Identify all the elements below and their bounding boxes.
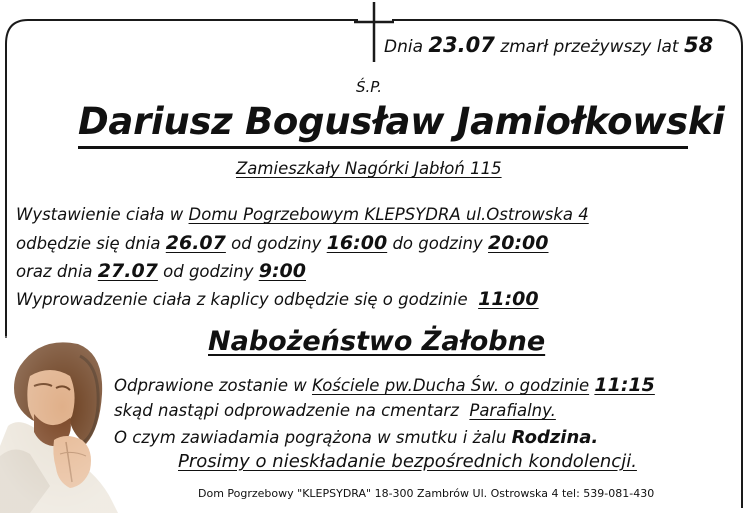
header-prefix: Dnia bbox=[384, 37, 424, 57]
age: 58 bbox=[683, 33, 714, 57]
service-l2-place: Parafialny. bbox=[469, 401, 556, 420]
body-line-3 bbox=[16, 260, 306, 282]
service-l3-text: O czym zawiadamia pogrążona w smutku i żalu bbox=[114, 428, 507, 447]
body-l2-text: odbędzie się dnia bbox=[16, 234, 161, 253]
service-line-1 bbox=[114, 374, 655, 396]
deceased-name: Dariusz Bogusław Jamiołkowski bbox=[78, 98, 688, 149]
body-l4-time: 11:00 bbox=[478, 288, 539, 310]
body-l2-time-to: 20:00 bbox=[488, 232, 549, 254]
body-line-4 bbox=[16, 288, 539, 310]
body-l4-text: Wyprowadzenie ciała z kaplicy odbędzie się o godzinie bbox=[16, 290, 468, 309]
body-line-2 bbox=[16, 232, 549, 254]
body-l3-date: 27.07 bbox=[97, 260, 158, 282]
body-l2-time-from: 16:00 bbox=[326, 232, 388, 254]
body-l3-from: od godziny bbox=[163, 262, 254, 281]
body-l1-place: Domu Pogrzebowym KLEPSYDRA ul.Ostrowska 4 bbox=[188, 205, 589, 224]
body-l3-time: 9:00 bbox=[258, 260, 306, 282]
body-line-1 bbox=[16, 205, 589, 224]
header-middle: zmarł przeżywszy lat bbox=[500, 37, 679, 57]
service-line-2 bbox=[114, 401, 556, 420]
service-l1-place: Kościele pw.Ducha Św. o godzinie bbox=[311, 376, 590, 395]
family-signature: Rodzina. bbox=[511, 427, 599, 448]
death-date-line bbox=[384, 33, 713, 57]
funeral-home-footer: Dom Pogrzebowy "KLEPSYDRA" 18-300 Zambrów Ul. Ostrowska 4 tel: 539-081-430 bbox=[198, 487, 655, 500]
body-l2-date: 26.07 bbox=[165, 232, 226, 254]
sp-label: Ś.P. bbox=[356, 78, 383, 96]
service-l1-text: Odprawione zostanie w bbox=[114, 376, 307, 395]
death-date: 23.07 bbox=[428, 33, 495, 57]
service-l1-time: 11:15 bbox=[594, 374, 655, 396]
service-title: Nabożeństwo Żałobne bbox=[208, 326, 546, 357]
praying-jesus-image bbox=[0, 336, 125, 513]
body-l2-to: do godziny bbox=[392, 234, 483, 253]
service-line-3 bbox=[114, 427, 598, 448]
address: Zamieszkały Nagórki Jabłoń 115 bbox=[236, 159, 502, 178]
service-l2-text: skąd nastąpi odprowadzenie na cmentarz bbox=[114, 401, 459, 420]
body-l1-text: Wystawienie ciała w bbox=[16, 205, 184, 224]
condolences-request: Prosimy o nieskładanie bezpośrednich kondolencji. bbox=[178, 451, 637, 472]
body-l3-text: oraz dnia bbox=[16, 262, 93, 281]
body-l2-from: od godziny bbox=[231, 234, 322, 253]
